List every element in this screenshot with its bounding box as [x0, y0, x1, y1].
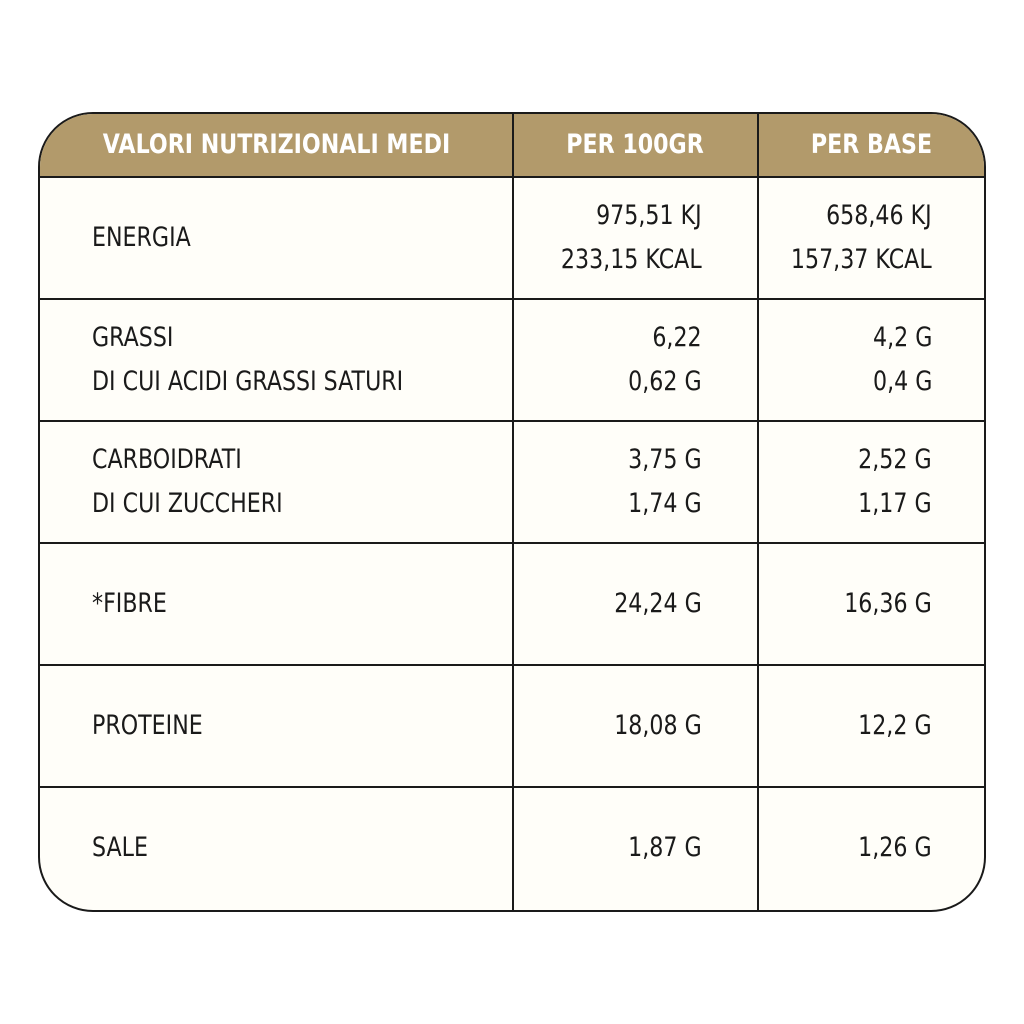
per-100gr-value — [561, 178, 702, 298]
row-label — [92, 422, 283, 542]
column-divider — [757, 114, 759, 910]
value-sub: 1,74 G — [628, 488, 702, 519]
value-sub: 0,62 G — [628, 366, 702, 397]
per-100gr-value — [614, 666, 702, 786]
value-main: 24,24 G — [614, 588, 702, 619]
nutrient-name: GRASSI — [92, 322, 174, 353]
row-label — [92, 666, 203, 786]
value-kcal: 233,15 KCAL — [561, 244, 702, 275]
header-per-base-column: PER BASE — [810, 129, 933, 160]
per-base-value — [873, 300, 932, 420]
value-main: 1,26 G — [858, 832, 932, 863]
per-100gr-value — [629, 788, 702, 908]
value-kcal: 157,37 KCAL — [791, 244, 932, 275]
row-label — [92, 544, 167, 664]
header-nutrient-column: VALORI NUTRIZIONALI MEDI — [102, 129, 451, 160]
per-base-value — [859, 788, 932, 908]
nutrient-name: PROTEINE — [92, 710, 203, 741]
per-100gr-value — [629, 300, 702, 420]
value-main: 16,36 G — [844, 588, 932, 619]
value-main: 12,2 G — [858, 710, 932, 741]
value-main: 3,75 G — [628, 444, 702, 475]
row-label — [92, 178, 191, 298]
per-100gr-value — [614, 544, 702, 664]
value-kj: 975,51 KJ — [596, 200, 702, 231]
row-label — [92, 788, 148, 908]
value-main: 18,08 G — [614, 710, 702, 741]
nutrient-name: *FIBRE — [92, 588, 167, 619]
per-base-value — [859, 422, 932, 542]
header-per-100gr-column: PER 100GR — [566, 129, 704, 160]
value-sub: 0,4 G — [872, 366, 932, 397]
nutrient-subname: DI CUI ZUCCHERI — [92, 488, 283, 519]
value-main: 4,2 G — [872, 322, 932, 353]
value-sub: 1,17 G — [858, 488, 932, 519]
per-100gr-value — [629, 422, 702, 542]
per-base-value — [791, 178, 932, 298]
value-kj: 658,46 KJ — [826, 200, 932, 231]
value-main: 1,87 G — [628, 832, 702, 863]
value-main: 6,22 — [652, 322, 702, 353]
nutrition-table — [38, 112, 986, 912]
nutrient-name: SALE — [92, 832, 148, 863]
per-base-value — [859, 666, 932, 786]
row-label — [92, 300, 403, 420]
nutrient-name: CARBOIDRATI — [92, 444, 242, 475]
nutrient-name: ENERGIA — [92, 222, 191, 253]
column-divider — [512, 114, 514, 910]
value-main: 2,52 G — [858, 444, 932, 475]
nutrient-subname: DI CUI ACIDI GRASSI SATURI — [92, 366, 404, 397]
per-base-value — [844, 544, 932, 664]
